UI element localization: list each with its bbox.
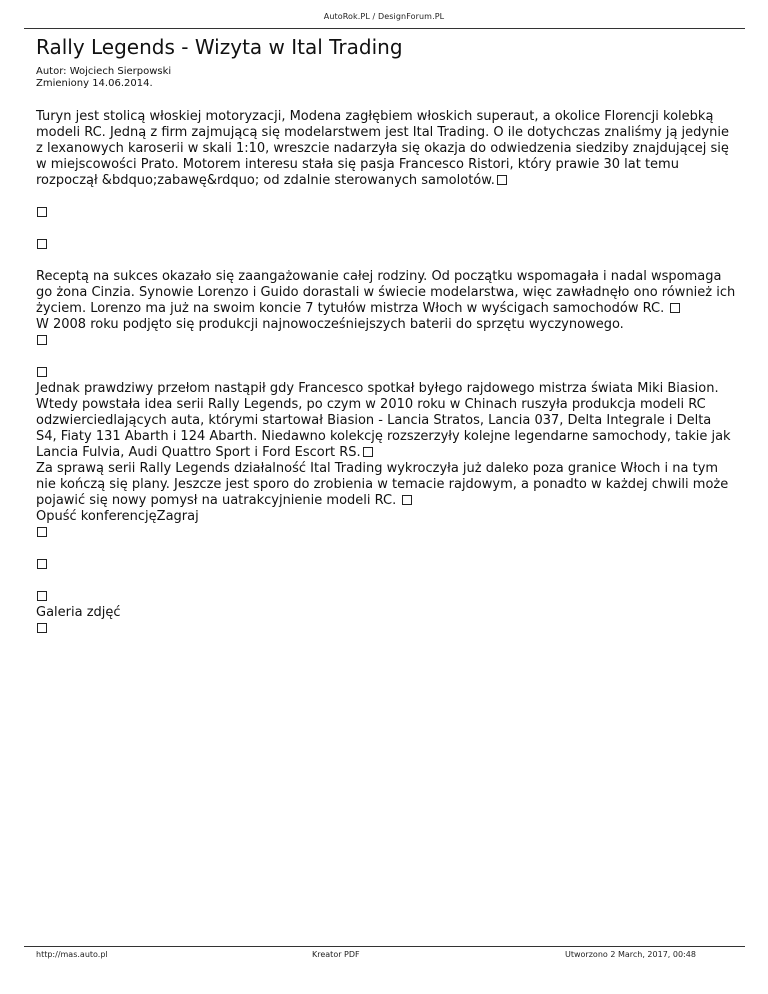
missing-glyph-icon — [37, 239, 47, 249]
article-meta — [36, 66, 171, 90]
missing-glyph-icon — [37, 367, 47, 377]
missing-glyph-icon — [37, 559, 47, 569]
paragraph-4 — [36, 381, 736, 461]
missing-glyph-icon — [37, 335, 47, 345]
missing-glyph-icon — [37, 207, 47, 217]
paragraph-6 — [36, 509, 736, 525]
paragraph-6-text: Opuść konferencjęZagraj — [36, 509, 199, 524]
paragraph-2-text: Receptą na sukces okazało się zaangażowanie całej rodziny. Od początku wspomagała i nadal wspomaga go żona Cinzia. Synowie Lorenzo i Guido dorastali w świecie modelarstwa, więc zawładnęło ono również ich życiem. Lorenzo ma już na swoim koncie 7 tytułów mistrza Włoch w wyścigach samochodów RC. — [36, 269, 736, 316]
site-header: AutoRok.PL / DesignForum.PL — [323, 12, 445, 21]
missing-glyph-icon — [670, 303, 680, 313]
footer-url: http://mas.auto.pl — [36, 950, 108, 959]
missing-glyph-icon — [37, 527, 47, 537]
paragraph-2 — [36, 269, 736, 317]
missing-glyph-icon — [37, 591, 47, 601]
paragraph-3-text: W 2008 roku podjęto się produkcji najnowocześniejszych baterii do sprzętu wyczynowego. — [36, 317, 624, 332]
empty-line — [36, 237, 736, 253]
empty-line — [36, 333, 736, 349]
missing-glyph-icon — [37, 623, 47, 633]
empty-line — [36, 621, 736, 637]
paragraph-3 — [36, 317, 736, 333]
missing-glyph-icon — [402, 495, 412, 505]
modified-line: Zmieniony 14.06.2014. — [36, 78, 153, 89]
paragraph-1-text: Turyn jest stolicą włoskiej motoryzacji, Modena zagłębiem włoskich superaut, a okolice Florencji kolebką modeli RC. Jedną z firm zajmującą się modelarstwem jest Ital Trading. O ile dotychczas znaliśmy ją jedynie z lexanowych karoserii w skali 1:10, wreszcie nadarzyła się okazja do odwiedzenia siedziby znajdującej się w miejscowości Prato. Motorem interesu stała się pasja Francesco Ristori, który prawie 30 lat temu rozpoczął &bdquo;zabawę&rdquo; od zdalnie sterowanych samolotów. — [36, 109, 729, 188]
empty-line — [36, 205, 736, 221]
paragraph-4-text: Jednak prawdziwy przełom nastąpił gdy Francesco spotkał byłego rajdowego mistrza świata Miki Biasion. Wtedy powstała idea serii Rally Legends, po czym w 2010 roku w Chinach ruszyła produkcja modeli RC odzwierciedlających auta, którymi startował Biasion - Lancia Stratos, Lancia 037, Delta Integrale i Delta S4, Fiaty 131 Abarth i 124 Abarth. Niedawno kolekcję rozszerzyły kolejne legendarne samochody, takie jak Lancia Fulvia, Audi Quattro Sport i Ford Escort RS. — [36, 381, 731, 460]
author-line: Autor: Wojciech Sierpowski — [36, 66, 172, 77]
gallery-label-text: Galeria zdjęć — [36, 605, 121, 620]
empty-line — [36, 557, 736, 573]
article-body — [36, 109, 736, 637]
footer-creator: Kreator PDF — [312, 950, 360, 959]
footer-created: Utworzono 2 March, 2017, 00:48 — [565, 950, 696, 959]
missing-glyph-icon — [497, 175, 507, 185]
missing-glyph-icon — [363, 447, 373, 457]
empty-line — [36, 525, 736, 541]
empty-line — [36, 365, 736, 381]
page-title: Rally Legends - Wizyta w Ital Trading — [36, 35, 403, 59]
paragraph-5-text: Za sprawą serii Rally Legends działalność Ital Trading wykroczyła już daleko poza granice Włoch i na tym nie kończą się plany. Jeszcze jest sporo do zrobienia w temacie rajdowym, a ponadto w każdej chwili może pojawić się nowy pomysł na uatrakcyjnienie modeli RC. — [36, 461, 729, 508]
empty-line — [36, 589, 736, 605]
paragraph-1 — [36, 109, 736, 189]
paragraph-5 — [36, 461, 736, 509]
gallery-label — [36, 605, 736, 621]
bottom-divider — [24, 946, 745, 947]
top-divider — [24, 28, 745, 29]
